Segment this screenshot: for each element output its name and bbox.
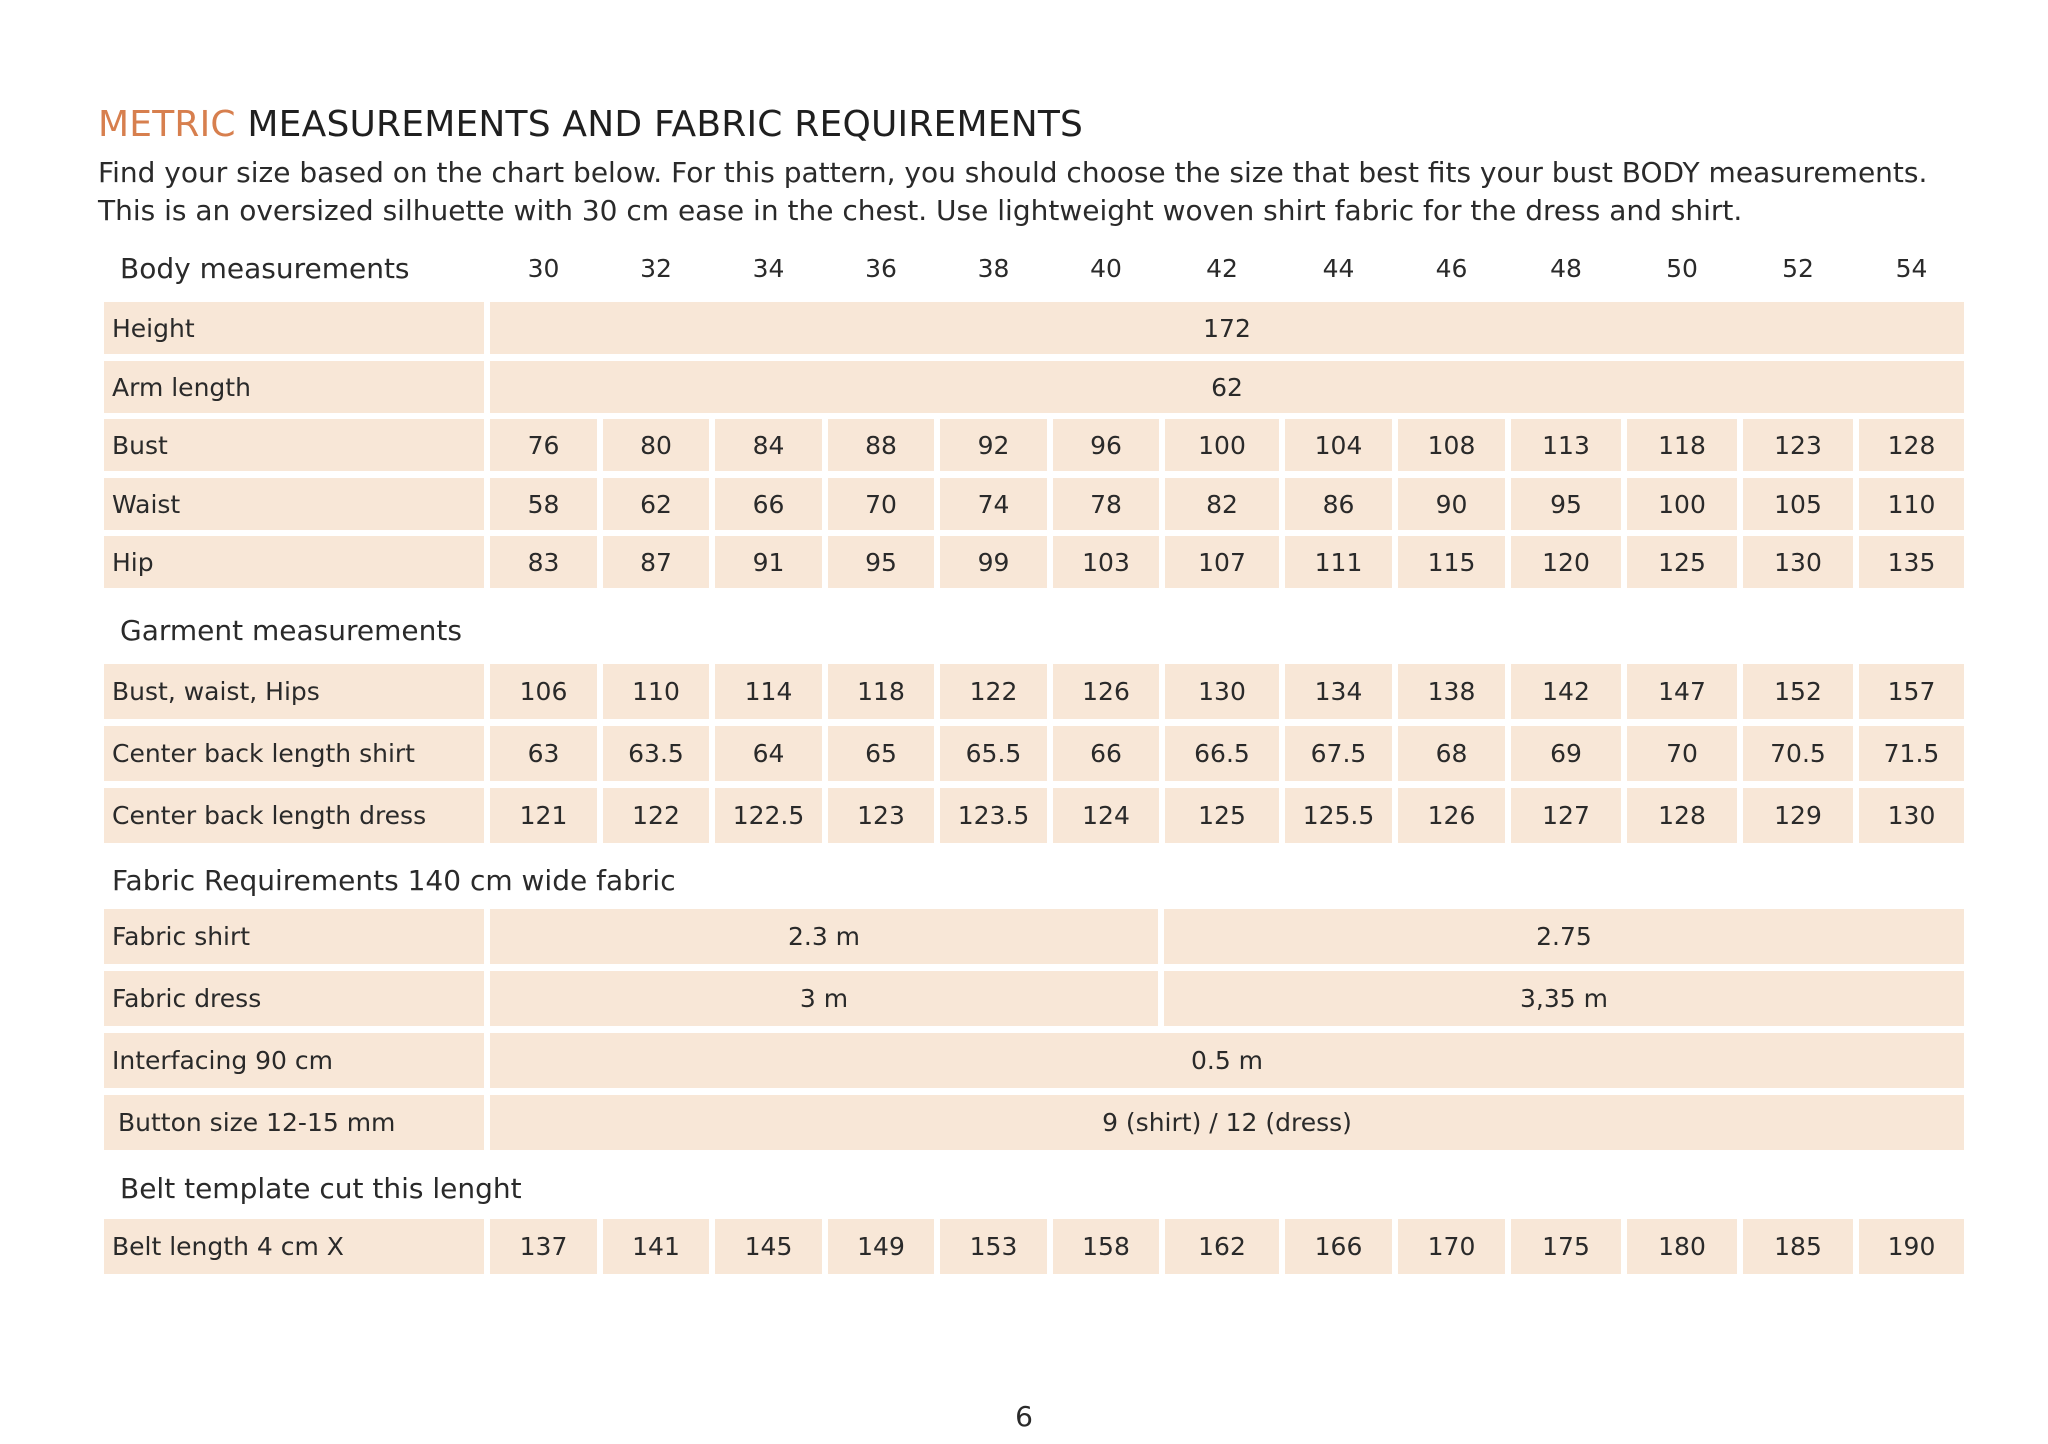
table-cell: 123.5 [940, 788, 1047, 843]
row-label-fabric-shirt: Fabric shirt [104, 909, 484, 964]
table-cell: 122 [940, 664, 1047, 719]
table-cell: 63.5 [603, 726, 709, 781]
section-belt-template: Belt template cut this lenght [120, 1172, 522, 1205]
table-cell: 114 [715, 664, 822, 719]
button-size-value: 9 (shirt) / 12 (dress) [490, 1095, 1964, 1150]
table-cell: 70 [1627, 726, 1737, 781]
intro-line-1: Find your size based on the chart below. For this pattern, you should choose the size that best fits your bust BODY measurements. [98, 156, 1928, 189]
table-cell: 166 [1285, 1219, 1392, 1274]
size-header-30: 30 [527, 254, 560, 283]
table-cell: 104 [1285, 419, 1392, 471]
table-cell: 113 [1511, 419, 1621, 471]
table-cell: 122 [603, 788, 709, 843]
table-cell: 118 [828, 664, 934, 719]
row-label-belt-length: Belt length 4 cm X [104, 1219, 484, 1274]
table-cell: 142 [1511, 664, 1621, 719]
row-label-waist: Waist [104, 478, 484, 530]
size-header-36: 36 [865, 254, 897, 283]
table-cell: 170 [1398, 1219, 1505, 1274]
table-cell: 149 [828, 1219, 934, 1274]
size-header-42: 42 [1206, 254, 1238, 283]
table-cell: 70.5 [1743, 726, 1853, 781]
fabric-dress-small: 3 m [490, 971, 1158, 1026]
size-header-50: 50 [1666, 254, 1698, 283]
row-label-interfacing: Interfacing 90 cm [104, 1033, 484, 1088]
table-cell: 95 [1511, 478, 1621, 530]
intro-text [98, 154, 1927, 230]
table-cell: 76 [490, 419, 597, 471]
row-label-hip: Hip [104, 536, 484, 588]
title-rest: MEASUREMENTS AND FABRIC REQUIREMENTS [235, 104, 1084, 145]
table-cell: 175 [1511, 1219, 1621, 1274]
table-cell: 190 [1859, 1219, 1964, 1274]
fabric-dress-large: 3,35 m [1164, 971, 1964, 1026]
table-cell: 95 [828, 536, 934, 588]
table-cell: 162 [1165, 1219, 1279, 1274]
table-cell: 83 [490, 536, 597, 588]
table-cell: 126 [1053, 664, 1159, 719]
table-cell: 58 [490, 478, 597, 530]
table-cell: 157 [1859, 664, 1964, 719]
row-label-height: Height [104, 302, 484, 354]
table-cell: 180 [1627, 1219, 1737, 1274]
table-cell: 115 [1398, 536, 1505, 588]
table-cell: 107 [1165, 536, 1279, 588]
size-header-46: 46 [1435, 254, 1468, 283]
table-cell: 111 [1285, 536, 1392, 588]
table-cell: 120 [1511, 536, 1621, 588]
size-header-44: 44 [1322, 254, 1355, 283]
page-number: 6 [1015, 1400, 1033, 1433]
size-header-52: 52 [1782, 254, 1814, 283]
table-cell: 86 [1285, 478, 1392, 530]
interfacing-value: 0.5 m [490, 1033, 1964, 1088]
section-fabric-requirements: Fabric Requirements 140 cm wide fabric [112, 864, 676, 897]
row-label-bust: Bust [104, 419, 484, 471]
table-cell: 66 [715, 478, 822, 530]
table-cell: 122.5 [715, 788, 822, 843]
size-header-34: 34 [752, 254, 785, 283]
table-cell: 67.5 [1285, 726, 1392, 781]
table-cell: 125.5 [1285, 788, 1392, 843]
table-cell: 84 [715, 419, 822, 471]
table-cell: 66 [1053, 726, 1159, 781]
height-value: 172 [490, 302, 1964, 354]
row-label-arm-length: Arm length [104, 361, 484, 413]
table-cell: 121 [490, 788, 597, 843]
title-accent: METRIC [98, 104, 236, 145]
row-label-center-back-dress: Center back length dress [104, 788, 484, 843]
table-cell: 69 [1511, 726, 1621, 781]
table-cell: 110 [603, 664, 709, 719]
table-cell: 123 [828, 788, 934, 843]
table-cell: 135 [1859, 536, 1964, 588]
table-cell: 92 [940, 419, 1047, 471]
table-cell: 152 [1743, 664, 1853, 719]
table-cell: 91 [715, 536, 822, 588]
table-cell: 105 [1743, 478, 1853, 530]
table-cell: 80 [603, 419, 709, 471]
table-cell: 129 [1743, 788, 1853, 843]
table-cell: 103 [1053, 536, 1159, 588]
table-cell: 74 [940, 478, 1047, 530]
size-header-40: 40 [1090, 254, 1122, 283]
size-header-38: 38 [977, 254, 1010, 283]
table-cell: 64 [715, 726, 822, 781]
table-cell: 130 [1165, 664, 1279, 719]
row-label-fabric-dress: Fabric dress [104, 971, 484, 1026]
table-cell: 100 [1165, 419, 1279, 471]
table-cell: 68 [1398, 726, 1505, 781]
table-cell: 108 [1398, 419, 1505, 471]
table-cell: 100 [1627, 478, 1737, 530]
fabric-shirt-large: 2.75 [1164, 909, 1964, 964]
table-cell: 87 [603, 536, 709, 588]
table-cell: 70 [828, 478, 934, 530]
table-cell: 99 [940, 536, 1047, 588]
table-cell: 78 [1053, 478, 1159, 530]
arm-length-value: 62 [490, 361, 1964, 413]
size-header-32: 32 [640, 254, 672, 283]
row-label-garment-bust-waist-hips: Bust, waist, Hips [104, 664, 484, 719]
table-cell: 62 [603, 478, 709, 530]
table-cell: 130 [1743, 536, 1853, 588]
table-cell: 90 [1398, 478, 1505, 530]
table-cell: 123 [1743, 419, 1853, 471]
table-cell: 158 [1053, 1219, 1159, 1274]
table-cell: 127 [1511, 788, 1621, 843]
size-header-54: 54 [1895, 254, 1928, 283]
intro-line-2: This is an oversized silhuette with 30 cm ease in the chest. Use lightweight woven shirt fabric for the dress and shirt. [98, 194, 1743, 227]
table-cell: 125 [1627, 536, 1737, 588]
table-cell: 134 [1285, 664, 1392, 719]
table-cell: 96 [1053, 419, 1159, 471]
table-cell: 65 [828, 726, 934, 781]
table-cell: 118 [1627, 419, 1737, 471]
table-cell: 138 [1398, 664, 1505, 719]
table-cell: 145 [715, 1219, 822, 1274]
table-cell: 185 [1743, 1219, 1853, 1274]
size-header-48: 48 [1550, 254, 1582, 283]
table-cell: 65.5 [940, 726, 1047, 781]
table-cell: 124 [1053, 788, 1159, 843]
table-cell: 66.5 [1165, 726, 1279, 781]
table-cell: 126 [1398, 788, 1505, 843]
table-cell: 141 [603, 1219, 709, 1274]
table-cell: 128 [1627, 788, 1737, 843]
table-cell: 106 [490, 664, 597, 719]
row-label-button-size: Button size 12-15 mm [104, 1095, 484, 1150]
table-cell: 128 [1859, 419, 1964, 471]
table-cell: 71.5 [1859, 726, 1964, 781]
page-title [98, 104, 1083, 145]
table-cell: 153 [940, 1219, 1047, 1274]
table-cell: 63 [490, 726, 597, 781]
table-cell: 88 [828, 419, 934, 471]
table-cell: 125 [1165, 788, 1279, 843]
fabric-shirt-small: 2.3 m [490, 909, 1158, 964]
table-cell: 130 [1859, 788, 1964, 843]
table-cell: 82 [1165, 478, 1279, 530]
table-cell: 110 [1859, 478, 1964, 530]
table-cell: 137 [490, 1219, 597, 1274]
section-garment-measurements: Garment measurements [120, 614, 462, 647]
table-cell: 147 [1627, 664, 1737, 719]
row-label-center-back-shirt: Center back length shirt [104, 726, 484, 781]
section-body-measurements: Body measurements [120, 252, 410, 285]
